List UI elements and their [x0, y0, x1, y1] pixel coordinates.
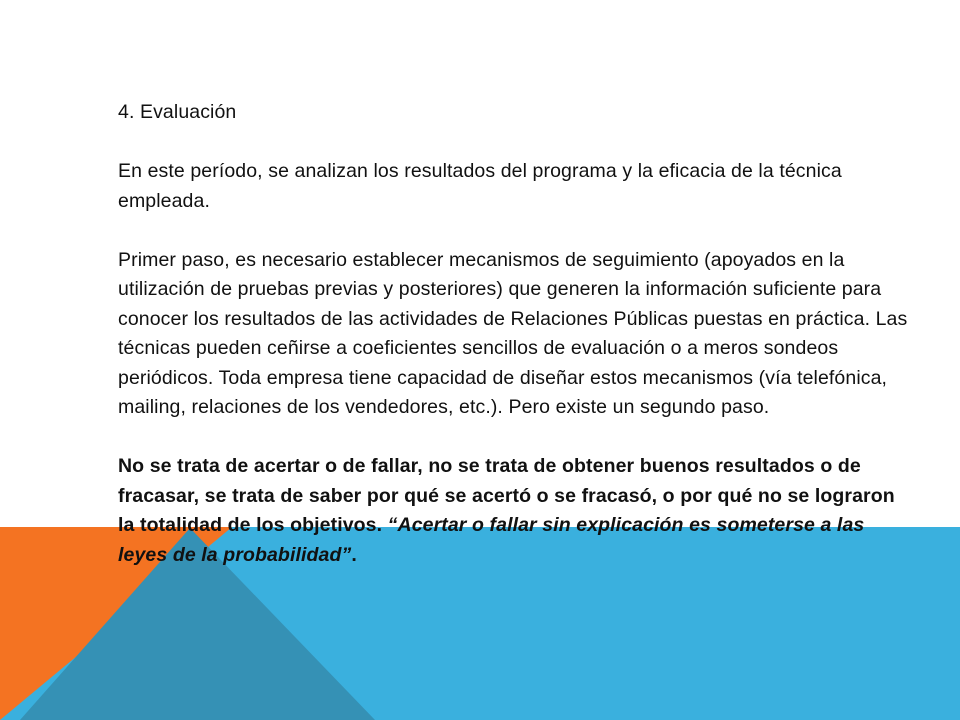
first-step-paragraph: Primer paso, es necesario establecer mecanismos de seguimiento (apoyados en la utilización de pruebas previas y posteriores) que generen la información suficiente para conocer los resultados de las actividades de Relaciones Públicas puestas en práctica. Las técnicas pueden ceñirse a coeficientes sencillos de evaluación o a meros sondeos periódicos. Toda empresa tiene capacidad de diseñar estos mecanismos (vía telefónica, mailing, relaciones de los vendedores, etc.). Pero existe un segundo paso. [118, 248, 908, 418]
intro-paragraph: En este período, se analizan los resultados del programa y la eficacia de la técnica empleada. [118, 160, 842, 212]
probability-quote: “Acertar o fallar sin explicación es someterse a las leyes de la probabilidad” [118, 514, 865, 566]
conclusion-end: . [351, 543, 357, 566]
conclusion-text: No se trata de acertar o de fallar, no se trata de obtener buenos resultados o de fracasar, se trata de saber por qué se acertó o se fracasó, o por qué no se lograron la totalidad de los objetivos. [118, 455, 895, 536]
conclusion-paragraph [118, 452, 908, 570]
slide-body [118, 98, 908, 570]
section-heading: 4. Evaluación [118, 101, 237, 123]
